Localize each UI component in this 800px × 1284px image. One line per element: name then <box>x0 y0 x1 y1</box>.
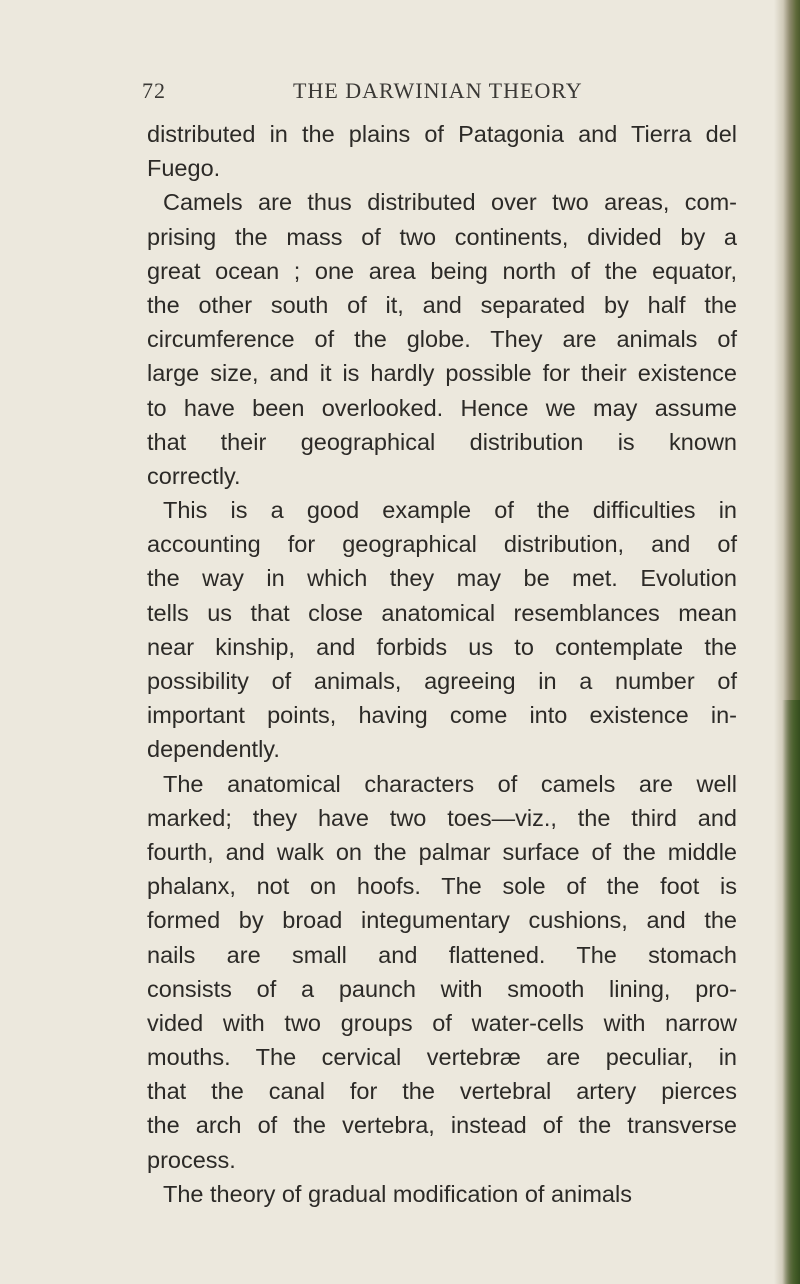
page-number: 72 <box>142 78 166 103</box>
text-line: dependently. <box>147 736 280 763</box>
text-line: tells us that close anatomical resemblances mean <box>147 599 737 626</box>
text-line: nails are small and flattened. The stomach <box>147 941 737 968</box>
text-line: This is a good example of the difficulties in <box>163 497 737 524</box>
text-line: process. <box>147 1146 236 1173</box>
text-line: fourth, and walk on the palmar surface of the middle <box>147 838 737 865</box>
text-line: correctly. <box>147 462 241 489</box>
page-header <box>142 78 742 108</box>
running-title: THE DARWINIAN THEORY <box>293 78 583 103</box>
text-line: large size, and it is hardly possible for their existence <box>147 360 737 387</box>
text-line: phalanx, not on hoofs. The sole of the foot is <box>147 873 737 900</box>
text-line: that the canal for the vertebral artery pierces <box>147 1078 737 1105</box>
page-edge-binding <box>782 700 800 1284</box>
text-line: marked; they have two toes—viz., the third and <box>147 804 737 831</box>
text-line: to have been overlooked. Hence we may assume <box>147 394 737 421</box>
text-line: prising the mass of two continents, divided by a <box>147 223 737 250</box>
text-line: the other south of it, and separated by half the <box>147 291 737 318</box>
text-line: great ocean ; one area being north of the equator, <box>147 257 737 284</box>
text-line: near kinship, and forbids us to contemplate the <box>147 633 737 660</box>
text-line: Fuego. <box>147 155 221 182</box>
text-line: accounting for geographical distribution, and of <box>147 531 737 558</box>
text-line: important points, having come into existence in- <box>147 702 737 729</box>
text-line: mouths. The cervical vertebræ are peculiar, in <box>147 1044 737 1071</box>
text-line: that their geographical distribution is known <box>147 428 737 455</box>
text-line: the arch of the vertebra, instead of the transverse <box>147 1112 737 1139</box>
text-line: distributed in the plains of Patagonia and Tierra del <box>147 121 737 147</box>
body-text <box>147 117 737 1211</box>
text-line: The theory of gradual modification of animals <box>163 1180 632 1207</box>
text-line: possibility of animals, agreeing in a number of <box>147 668 737 694</box>
text-line: the way in which they may be met. Evolution <box>147 565 737 592</box>
text-line: formed by broad integumentary cushions, and the <box>147 907 737 934</box>
text-line: circumference of the globe. They are animals of <box>147 326 737 353</box>
text-line: vided with two groups of water-cells with narrow <box>147 1009 737 1036</box>
text-line: Camels are thus distributed over two areas, com- <box>163 189 737 216</box>
text-line: consists of a paunch with smooth lining, pro- <box>147 975 737 1002</box>
text-line: The anatomical characters of camels are well <box>163 770 737 797</box>
